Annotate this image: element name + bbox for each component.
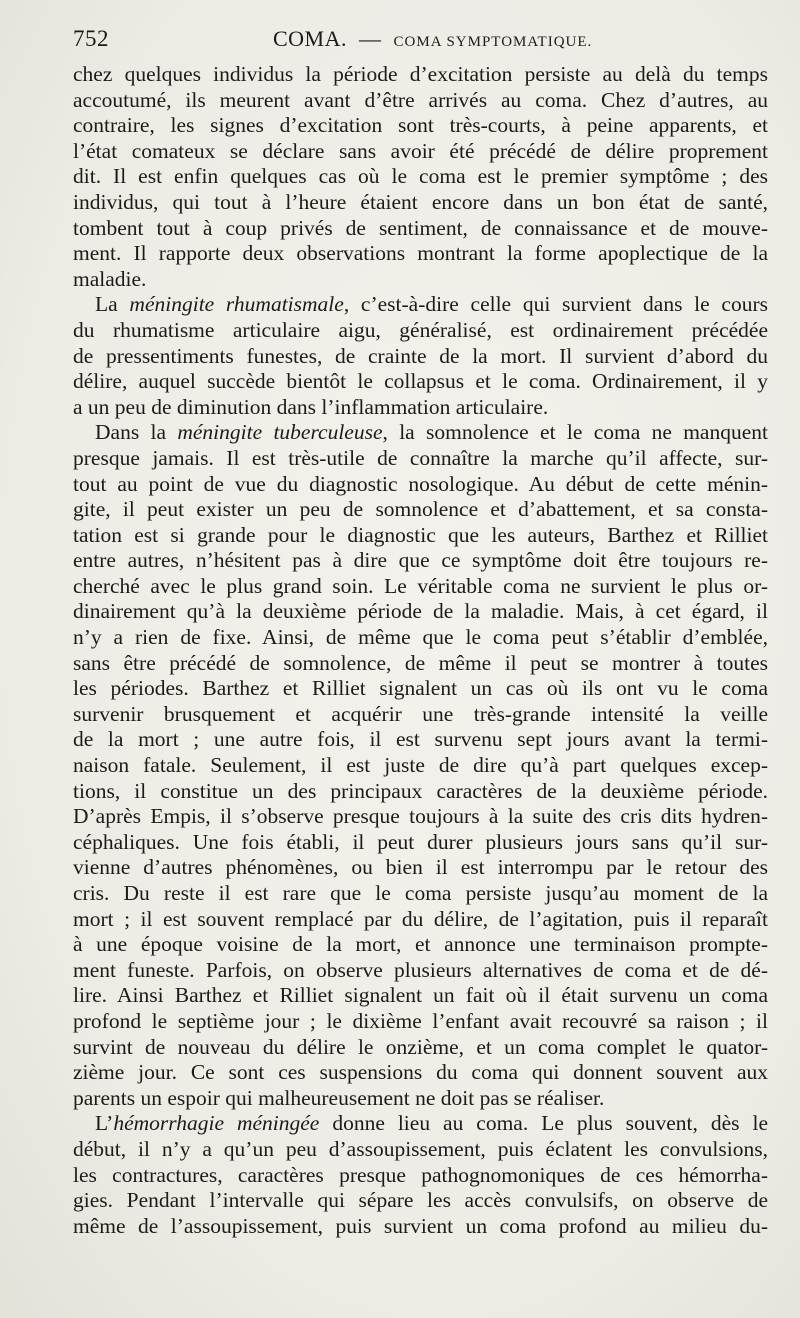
text-line: ment. Il rapporte deux observations montrant la forme apoplectique de la (73, 241, 768, 266)
text-line: les périodes. Barthez et Rilliet signalent un cas où ils ont vu le coma (73, 676, 768, 701)
text-line: les contractures, caractères presque pathognomoniques de ces hémorrha- (73, 1162, 768, 1187)
text-run: La (95, 292, 130, 317)
text-line: tation est si grande pour le diagnostic que les auteurs, Barthez et Rilliet (73, 522, 768, 547)
text-line: sans être précédé de somnolence, de même il peut se montrer à toutes (73, 650, 768, 675)
text-line: du rhumatisme articulaire aigu, généralisé, est ordinairement précédée (73, 317, 768, 342)
text-line: profond le septième jour ; le dixième l’enfant avait recouvré sa raison ; il (73, 1008, 768, 1033)
text-line: chez quelques individus la période d’excitation persiste au delà du temps (73, 62, 768, 86)
text-line: contraire, les signes d’excitation sont très-courts, à peine apparents, et (73, 113, 768, 138)
italic-term: méningite rhumatismale (129, 292, 344, 317)
text-line: cherché avec le plus grand soin. Le véritable coma ne survient le plus or- (73, 573, 768, 598)
text-line: a un peu de diminution dans l’inflammation articulaire. (73, 394, 549, 419)
running-head-title: COMA. (273, 26, 348, 51)
text-line: lire. Ainsi Barthez et Rilliet signalent un fait où il était survenu un coma (73, 983, 768, 1008)
text-run: , la somnolence et le coma ne manquent (382, 420, 768, 445)
page-number: 752 (73, 26, 109, 51)
text-line: naison fatale. Seulement, il est juste de dire qu’à part quelques excep- (73, 753, 768, 778)
text-line (73, 1111, 768, 1137)
text-line: maladie. (73, 266, 147, 291)
italic-term: hémorrhagie méningée (113, 1111, 320, 1136)
text-line: D’après Empis, il s’observe presque toujours à la suite des cris dits hydren- (73, 804, 768, 829)
text-run: donne lieu au coma. Le plus souvent, dès le (319, 1111, 768, 1136)
text-run: , c’est-à-dire celle qui survient dans le cours (343, 292, 768, 317)
text-line: début, il n’y a qu’un peu d’assoupissement, puis éclatent les convulsions, (73, 1136, 768, 1161)
italic-term: méningite tuberculeuse (177, 420, 383, 445)
text-line: l’état comateux se déclare sans avoir été précédé de délire proprement (73, 138, 768, 163)
text-line: tout au point de vue du diagnostic nosologique. Au début de cette ménin- (73, 471, 768, 496)
text-line: parents un espoir qui malheureusement ne doit pas se réaliser. (73, 1085, 605, 1110)
text-line: survint de nouveau du délire le onzième, et un coma complet le quator- (73, 1034, 768, 1059)
text-line: tombent tout à coup privés de sentiment, de connaissance et de mouve- (73, 215, 768, 240)
text-line: tions, il constitue un des principaux caractères de la deuxième période. (73, 778, 768, 803)
text-line: céphaliques. Une fois établi, il peut durer plusieurs jours sans qu’il sur- (73, 829, 768, 854)
text-line: gies. Pendant l’intervalle qui sépare les accès convulsifs, on observe de (73, 1188, 768, 1213)
running-head-dash: — (359, 26, 382, 51)
text-line: entre autres, n’hésitent pas à dire que ce symptôme doit être toujours re- (73, 548, 768, 573)
page-header (73, 26, 768, 56)
text-line: mort ; il est souvent remplacé par du délire, de l’agitation, puis il reparaît (73, 906, 768, 931)
text-line: n’y a rien de fixe. Ainsi, de même que le coma peut s’établir d’emblée, (73, 625, 768, 650)
text-line: gite, il peut exister un peu de somnolence et d’abattement, et sa consta- (73, 497, 768, 522)
text-run: L’ (95, 1111, 114, 1136)
text-line: individus, qui tout à l’heure étaient encore dans un bon état de santé, (73, 189, 768, 214)
text-line: survenir brusquement et acquérir une très-grande intensité la veille (73, 701, 768, 726)
text-line: à une époque voisine de la mort, et annonce une terminaison prompte- (73, 932, 768, 957)
text-line: dinairement qu’à la deuxième période de la maladie. Mais, à cet égard, il (73, 599, 768, 624)
text-line: de la mort ; une autre fois, il est survenu sept jours avant la termi- (73, 727, 768, 752)
text-line: zième jour. Ce sont ces suspensions du coma qui donnent souvent aux (73, 1060, 768, 1085)
text-line (73, 292, 768, 318)
text-run: Dans la (95, 420, 178, 445)
text-line: délire, auquel succède bientôt le collapsus et le coma. Ordinairement, il y (73, 369, 768, 394)
text-line: de pressentiments funestes, de crainte de la mort. Il survient d’abord du (73, 343, 768, 368)
body-text (73, 62, 768, 1239)
text-line: accoutumé, ils meurent avant d’être arrivés au coma. Chez d’autres, au (73, 87, 768, 112)
text-line: dit. Il est enfin quelques cas où le coma est le premier symptôme ; des (73, 164, 768, 189)
text-line: ment funeste. Parfois, on observe plusieurs alternatives de coma et de dé- (73, 957, 768, 982)
text-line: presque jamais. Il est très-utile de connaître la marche qu’il affecte, sur- (73, 445, 768, 470)
text-line: même de l’assoupissement, puis survient un coma profond au milieu du- (73, 1213, 768, 1238)
running-head (273, 26, 592, 52)
text-line: cris. Du reste il est rare que le coma persiste jusqu’au moment de la (73, 881, 768, 905)
text-line (73, 420, 768, 446)
text-line: vienne d’autres phénomènes, ou bien il est interrompu par le retour des (73, 855, 768, 880)
running-head-subtitle: COMA SYMPTOMATIQUE. (393, 34, 593, 50)
